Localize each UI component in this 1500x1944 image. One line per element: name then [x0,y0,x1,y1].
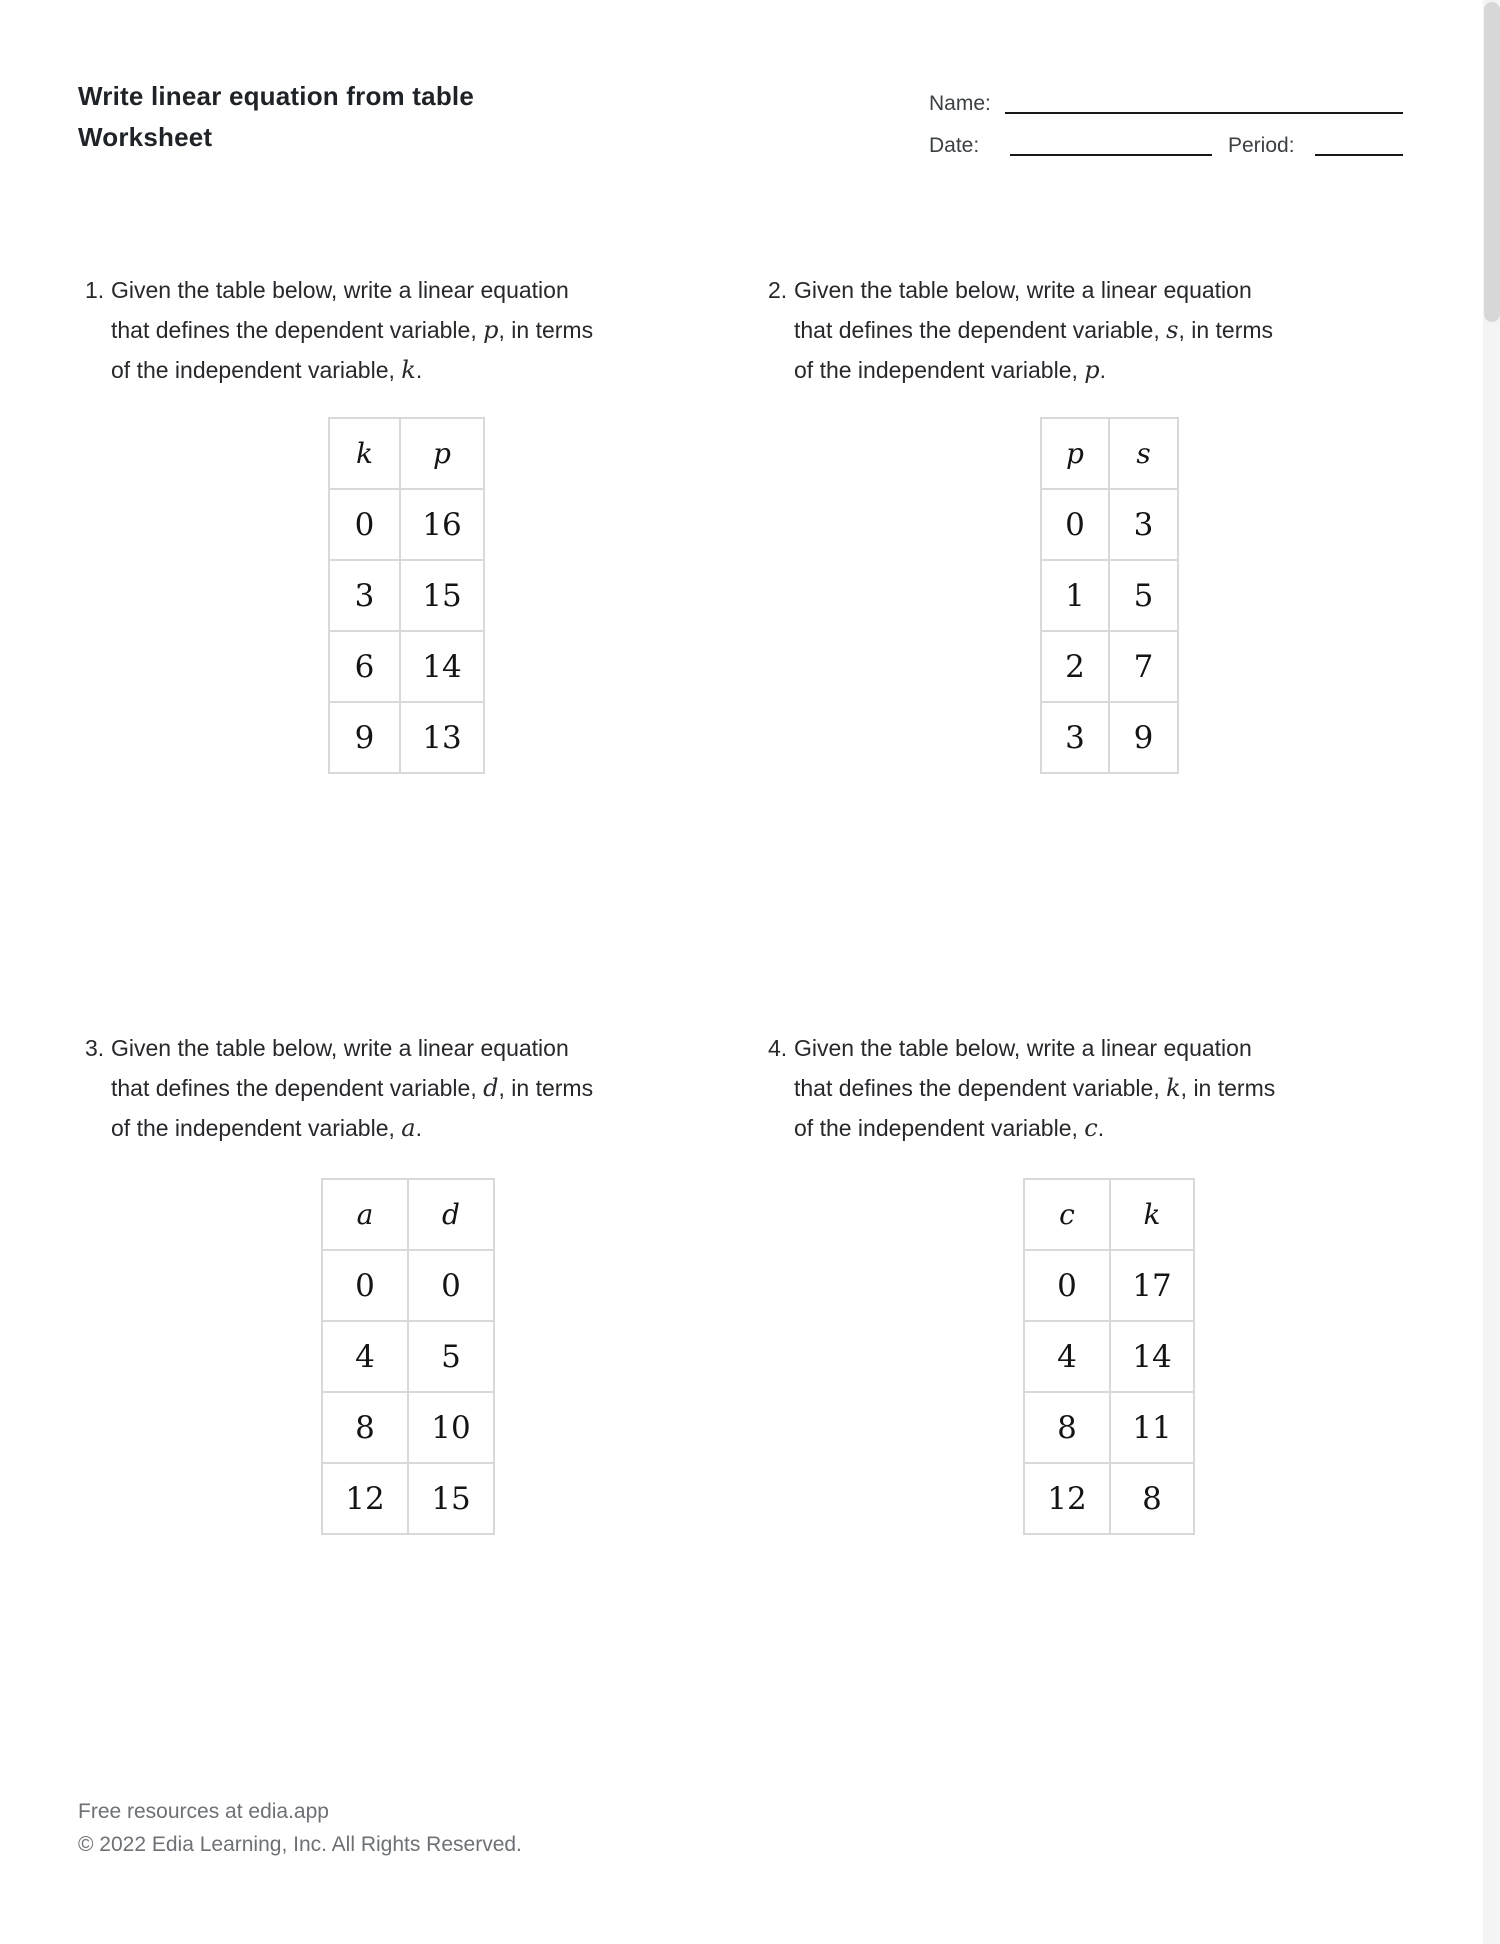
page-title [78,76,474,158]
period-label: Period: [1228,134,1295,157]
problem-4 [768,1028,1408,1148]
scrollbar-thumb[interactable] [1484,2,1500,322]
problem-4-statement [794,1028,1408,1148]
table-3-header-row [322,1179,494,1250]
table-4-header-col2: k [1110,1179,1194,1250]
problem-4-line2-pre: that defines the dependent variable, [794,1075,1167,1101]
problem-4-line1: Given the table below, write a linear equation [794,1035,1252,1061]
table-cell: 8 [322,1392,408,1463]
problem-1-line1: Given the table below, write a linear equation [111,277,569,303]
table-cell: 3 [1109,489,1178,560]
table-row [329,702,484,773]
problem-1-line2-pre: that defines the dependent variable, [111,317,484,343]
table-row [1024,1250,1194,1321]
problem-2-independent-variable: p [1084,356,1100,384]
table-row [1041,631,1178,702]
problem-2-line3-pre: of the independent variable, [794,357,1085,383]
table-row [322,1463,494,1534]
table-cell: 7 [1109,631,1178,702]
table-cell: 4 [322,1321,408,1392]
table-cell: 0 [329,489,400,560]
table-cell: 5 [1109,560,1178,631]
period-blank-line [1315,154,1403,156]
table-cell: 0 [322,1250,408,1321]
table-row [1024,1463,1194,1534]
table-cell: 0 [408,1250,494,1321]
table-row [1024,1321,1194,1392]
table-cell: 13 [400,702,484,773]
table-cell: 3 [1041,702,1109,773]
problem-1-independent-variable: k [401,356,416,384]
table-4-header-row [1024,1179,1194,1250]
table-cell: 15 [400,560,484,631]
problem-4-line3-pre: of the independent variable, [794,1115,1085,1141]
table-1-header-col1: k [329,418,400,489]
problem-3-statement [111,1028,725,1148]
page-title-line1: Write linear equation from table [78,81,474,111]
problem-2 [768,270,1408,390]
footer-resources-text: Free resources at edia.app [78,1800,329,1823]
problem-3-line2-pre: that defines the dependent variable, [111,1075,484,1101]
problem-2-line2 [794,310,1408,350]
problem-3-line3-pre: of the independent variable, [111,1115,402,1141]
problem-2-number: 2. [768,277,788,303]
problem-2-line1: Given the table below, write a linear equation [794,277,1252,303]
table-row [322,1392,494,1463]
table-row [1041,702,1178,773]
table-row [329,560,484,631]
problem-3-independent-variable: a [401,1114,416,1142]
problem-3-line3 [111,1108,725,1148]
problem-1-line3-post: . [415,357,423,383]
table-cell: 0 [1041,489,1109,560]
problem-4-independent-variable: c [1084,1114,1098,1142]
table-row [1024,1392,1194,1463]
page-title-line2: Worksheet [78,122,213,152]
problem-3 [85,1028,725,1148]
problem-2-line3 [794,350,1408,390]
table-4-header-col1: c [1024,1179,1110,1250]
table-cell: 9 [1109,702,1178,773]
problem-2-line3-post: . [1099,357,1107,383]
table-cell: 2 [1041,631,1109,702]
problem-2-statement [794,270,1408,390]
table-cell: 5 [408,1321,494,1392]
table-cell: 4 [1024,1321,1110,1392]
table-cell: 10 [408,1392,494,1463]
page-footer [78,1795,522,1861]
problem-1-statement [111,270,725,390]
table-cell: 15 [408,1463,494,1534]
table-row [329,631,484,702]
table-cell: 8 [1024,1392,1110,1463]
problem-3-dependent-variable: d [483,1074,499,1102]
table-cell: 12 [1024,1463,1110,1534]
table-3-header-col1: a [322,1179,408,1250]
table-row [1041,560,1178,631]
values-table-4 [1023,1178,1195,1535]
values-table-3 [321,1178,495,1535]
scrollbar-track[interactable] [1483,0,1500,1944]
problem-2-line2-pre: that defines the dependent variable, [794,317,1167,343]
problem-1-line2-post: , in terms [498,317,594,343]
problem-1-line2 [111,310,725,350]
problem-3-line2-post: , in terms [498,1075,594,1101]
table-cell: 8 [1110,1463,1194,1534]
date-label: Date: [929,134,980,157]
table-2-header-row [1041,418,1178,489]
problem-1 [85,270,725,390]
table-cell: 9 [329,702,400,773]
table-cell: 16 [400,489,484,560]
problem-1-line3 [111,350,725,390]
name-blank-line [1005,112,1403,114]
values-table-2 [1040,417,1179,774]
table-row [322,1321,494,1392]
table-cell: 1 [1041,560,1109,631]
table-cell: 0 [1024,1250,1110,1321]
problem-3-number: 3. [85,1035,105,1061]
problem-1-number: 1. [85,277,105,303]
date-blank-line [1010,154,1212,156]
table-row [322,1250,494,1321]
table-1-header-row [329,418,484,489]
problem-4-line2-post: , in terms [1180,1075,1276,1101]
problem-4-number: 4. [768,1035,788,1061]
problem-2-line2-post: , in terms [1178,317,1274,343]
values-table-1 [328,417,485,774]
table-cell: 12 [322,1463,408,1534]
problem-1-dependent-variable: p [483,316,499,344]
table-cell: 17 [1110,1250,1194,1321]
problem-1-line3-pre: of the independent variable, [111,357,402,383]
problem-4-line3 [794,1108,1408,1148]
problem-3-line3-post: . [415,1115,422,1141]
problem-3-line2 [111,1068,725,1108]
table-row [1041,489,1178,560]
problem-4-dependent-variable: k [1166,1074,1181,1102]
table-cell: 6 [329,631,400,702]
table-2-header-col1: p [1041,418,1109,489]
footer-copyright-text: © 2022 Edia Learning, Inc. All Rights Reserved. [78,1833,522,1856]
problem-2-dependent-variable: s [1166,316,1179,344]
table-2-header-col2: s [1109,418,1178,489]
table-row [329,489,484,560]
problem-4-line2 [794,1068,1408,1108]
table-3-header-col2: d [408,1179,494,1250]
name-label: Name: [929,92,991,115]
table-1-header-col2: p [400,418,484,489]
table-cell: 11 [1110,1392,1194,1463]
table-cell: 14 [1110,1321,1194,1392]
table-cell: 3 [329,560,400,631]
table-cell: 14 [400,631,484,702]
problem-3-line1: Given the table below, write a linear equation [111,1035,569,1061]
problem-4-line3-post: . [1097,1115,1105,1141]
